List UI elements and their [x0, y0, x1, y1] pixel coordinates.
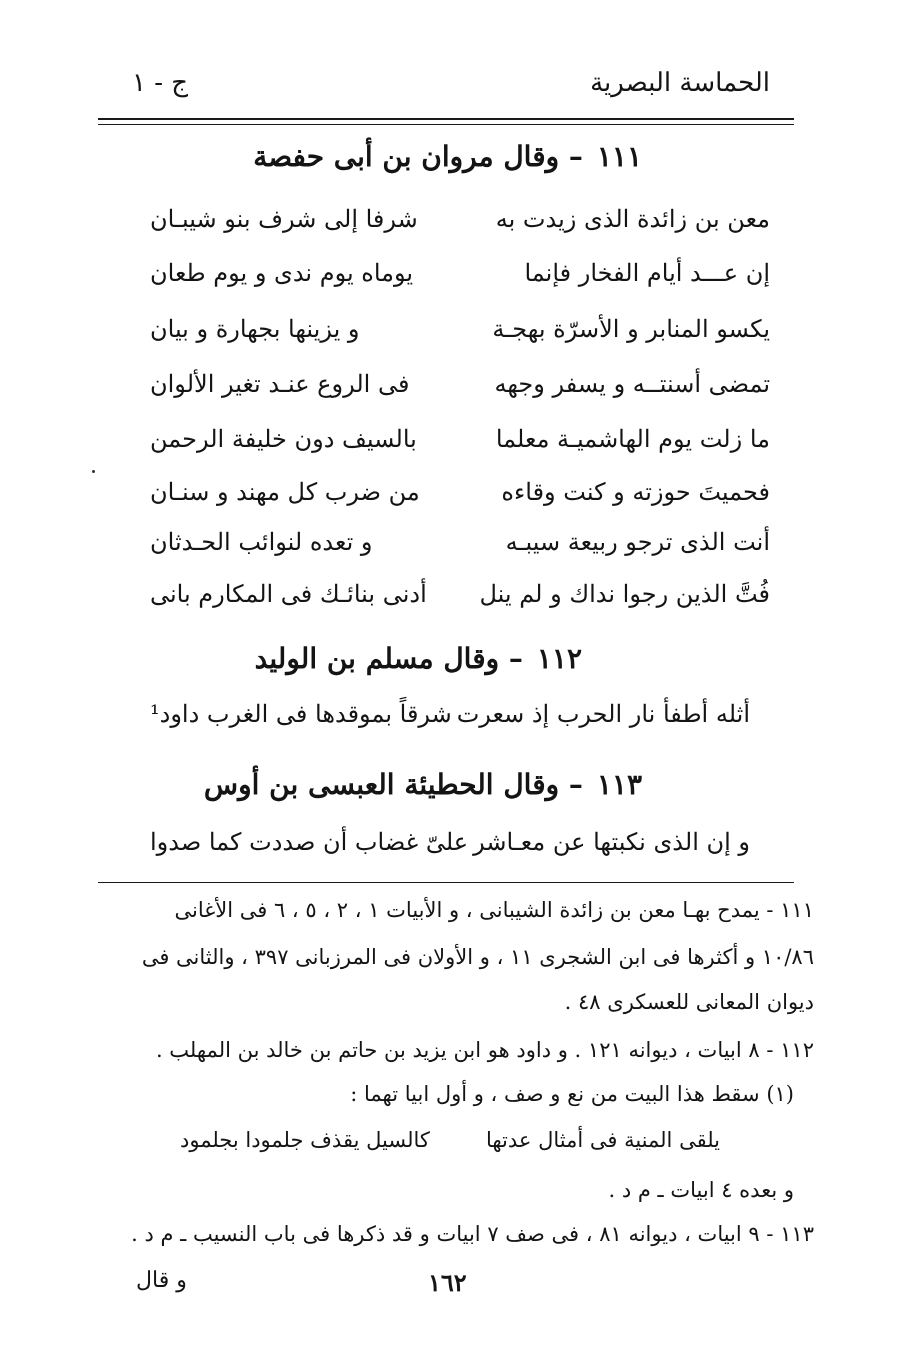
verse-hemistich-second: و يزينها بجهارة و بيان — [150, 315, 360, 343]
poem-heading — [255, 642, 582, 675]
verse-hemistich-second: شرقاً بموقدها فى الغرب داود¹ — [150, 700, 452, 728]
poem-heading — [204, 768, 642, 801]
poem-heading — [253, 140, 642, 173]
verse-hemistich-first: يكسو المنابر و الأسرّة بهجـة — [492, 315, 770, 343]
verse-line — [150, 315, 770, 365]
header-rule-thin — [98, 124, 794, 125]
verse-hemistich-second: شرفا إلى شرف بنو شيبـان — [150, 205, 418, 233]
verse-hemistich-first: ما زلت يوم الهاشميـة معلما — [495, 425, 770, 453]
footnote-line: ١١٣ - ٩ ابيات ، ديوانه ٨١ ، فى صف ٧ ابيات و قد ذكرها فى باب النسيب ـ م د . — [131, 1222, 814, 1246]
verse-hemistich-second: فى الروع عنـد تغير الألوان — [150, 370, 410, 398]
footnote-line: و بعده ٤ ابيات ـ م د . — [608, 1178, 794, 1202]
poem-title: – وقال مسلم بن الوليد — [254, 642, 523, 675]
footnote-verse — [180, 1128, 720, 1172]
footnote-line: ١٠/٨٦ و أكثرها فى ابن الشجرى ١١ ، و الأولان فى المرزبانى ٣٩٧ ، والثانى فى — [141, 945, 814, 969]
verse-hemistich-first: أثله أطفأ نار الحرب إذ سعرت — [456, 700, 750, 728]
header-rule — [98, 118, 794, 120]
catchword: و قال — [136, 1268, 187, 1293]
poem-title: – وقال مروان بن أبى حفصة — [253, 140, 583, 173]
ink-speck — [92, 470, 95, 473]
verse-line — [150, 580, 770, 630]
verse-line — [150, 528, 770, 578]
verse-line — [150, 205, 770, 255]
footnote-line: ١١١ - يمدح بهـا معن بن زائدة الشيبانى ، و الأبيات ١ ، ٢ ، ٥ ، ٦ فى الأغانى — [174, 898, 814, 922]
verse-hemistich-first: و إن الذى نكبتها عن معـاشر — [473, 828, 750, 856]
footnote-line: ١١٢ - ٨ ابيات ، ديوانه ١٢١ . و داود هو ابن يزيد بن حاتم بن خالد بن المهلب . — [155, 1038, 814, 1062]
footnote-line: ديوان المعانى للعسكرى ٤٨ . — [564, 990, 814, 1014]
running-head — [120, 68, 770, 108]
verse-hemistich-first: إن عـــد أيام الفخار فإنما — [524, 259, 770, 287]
verse-hemistich-first: فحميتَ حوزته و كنت وقاءه — [501, 478, 770, 506]
verse-hemistich-second: كالسيل يقذف جلمودا بجلمود — [180, 1128, 430, 1152]
verse-hemistich-first: يلقى المنية فى أمثال عدتها — [485, 1128, 720, 1152]
poem-number: ١١٢ — [536, 642, 582, 675]
verse-hemistich-first: معن بن زائدة الذى زيدت به — [495, 205, 770, 233]
verse-hemistich-second: و تعده لنوائب الحـدثان — [150, 528, 373, 556]
verse-line — [150, 828, 750, 878]
poem-number: ١١١ — [596, 140, 642, 173]
verse-hemistich-second: بالسيف دون خليفة الرحمن — [150, 425, 417, 453]
verse-hemistich-second: أدنى بنائـك فى المكارم بانى — [150, 580, 427, 608]
verse-hemistich-second: من ضرب كل مهند و سنـان — [150, 478, 420, 506]
verse-line — [150, 370, 770, 420]
poem-number: ١١٣ — [596, 768, 642, 801]
verse-hemistich-second: علىّ غضاب أن صددت كما صدوا — [150, 828, 469, 856]
verse-line — [150, 478, 770, 528]
volume-number: ج - ١ — [132, 68, 189, 98]
verse-hemistich-first: تمضى أسنتــه و يسفر وجهه — [494, 370, 770, 398]
footnote-rule — [98, 882, 794, 883]
verse-hemistich-first: فُتَّ الذين رجوا نداك و لم ينل — [479, 580, 770, 608]
verse-line — [150, 700, 750, 750]
footnote-line: (١) سقط هذا البيت من نع و صف ، و أول ابيا تهما : — [350, 1082, 794, 1106]
verse-line — [150, 425, 770, 475]
poem-title: – وقال الحطيئة العبسى بن أوس — [203, 768, 583, 801]
verse-hemistich-first: أنت الذى ترجو ربيعة سيبـه — [505, 528, 770, 556]
verse-hemistich-second: يوماه يوم ندى و يوم طعان — [150, 259, 414, 287]
verse-line — [150, 259, 770, 309]
page-number: ١٦٢ — [428, 1268, 467, 1297]
book-title: الحماسة البصرية — [590, 68, 770, 98]
